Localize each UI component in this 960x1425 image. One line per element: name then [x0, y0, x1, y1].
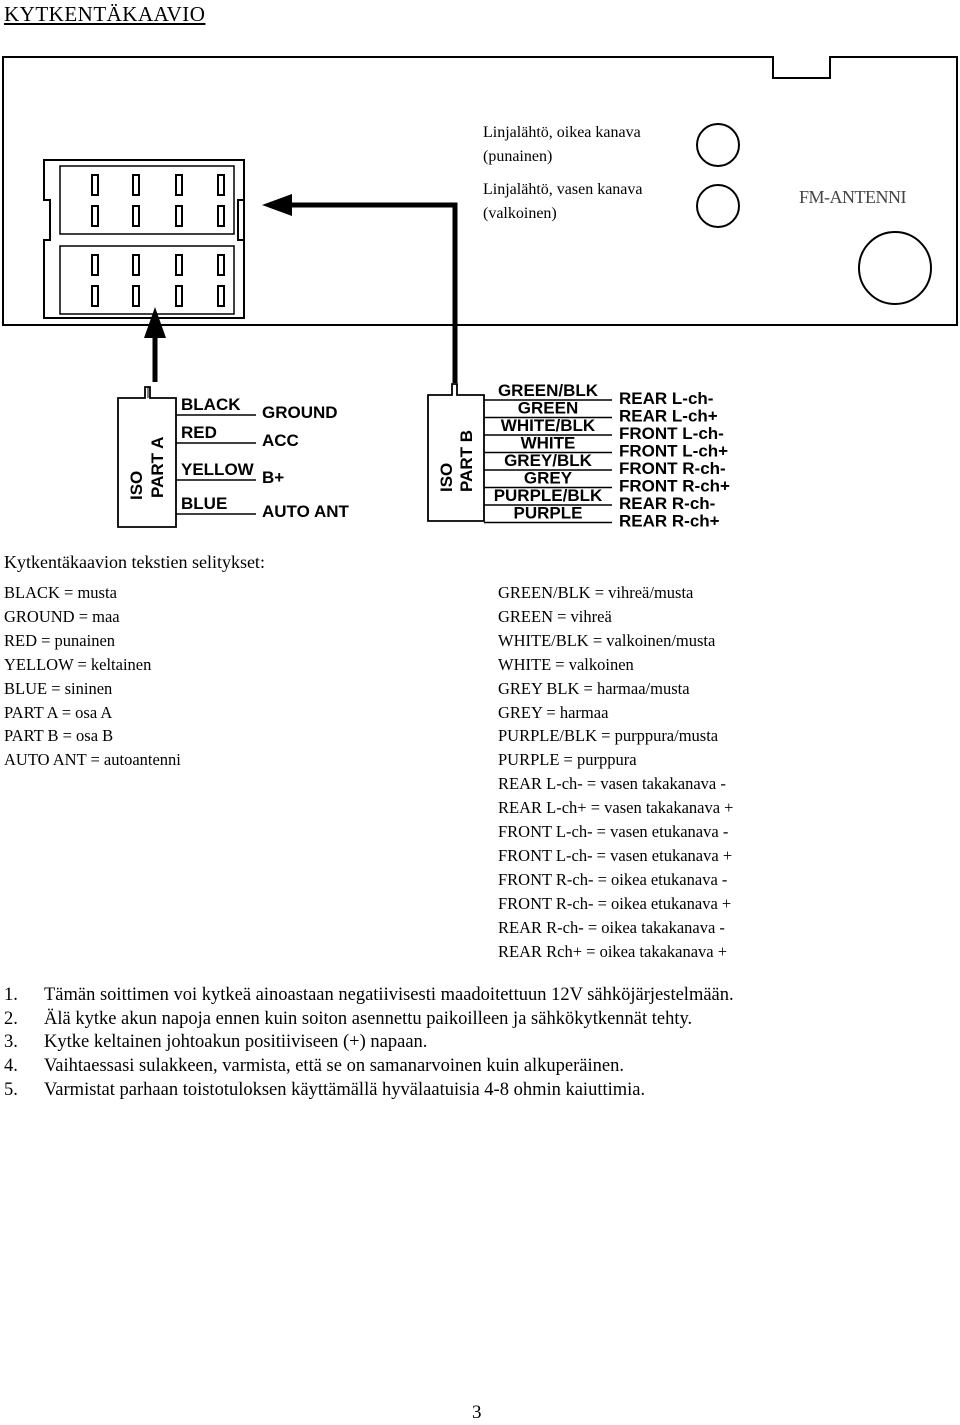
part-b-wire-function: REAR L-ch+: [619, 406, 718, 426]
connector-pin: [176, 286, 182, 306]
notes-list: [4, 984, 734, 1103]
note-text: Varmistat parhaan toistotuloksen käyttämällä hyvälaatuisia 4-8 ohmin kaiuttimia.: [44, 1079, 646, 1100]
legend-item: AUTO ANT = autoantenni: [4, 750, 181, 770]
connector-pin: [133, 206, 139, 226]
note-number: 3.: [4, 1032, 18, 1053]
note-number: 5.: [4, 1079, 18, 1100]
part-b-wire-function: FRONT L-ch+: [619, 441, 729, 461]
part-b-iso-label: ISO: [437, 462, 456, 492]
part-b-wire-color: WHITE/BLK: [500, 416, 596, 435]
legend-item: PURPLE/BLK = purppura/musta: [498, 726, 719, 746]
legend-item: PART B = osa B: [4, 726, 114, 746]
part-b-wire-color: GREY: [523, 468, 573, 488]
part-a-wire-function: GROUND: [262, 403, 338, 422]
part-b-wire-color: PURPLE/BLK: [493, 486, 603, 505]
part-b-wire-color: GREEN/BLK: [497, 381, 599, 400]
part-a-arrowhead: [144, 307, 166, 338]
legend-item: GREEN = vihreä: [498, 606, 612, 626]
connector-pin: [218, 206, 224, 226]
wiring-diagram: [0, 40, 960, 540]
connector-pin: [133, 255, 139, 275]
part-b-wire-color: PURPLE: [513, 503, 583, 523]
page-title: KYTKENTÄKAAVIO: [4, 2, 206, 26]
part-a-part-label: PART A: [148, 436, 167, 498]
note-number: 1.: [4, 985, 18, 1005]
part-a-wire-color: RED: [181, 423, 217, 442]
note-item: [4, 1008, 734, 1032]
legend-item: BLUE = sininen: [4, 678, 113, 698]
connector-pin: [176, 206, 182, 226]
note-item: [4, 984, 734, 1008]
part-b-wire-function: REAR L-ch-: [619, 389, 714, 408]
part-a-plug: [118, 387, 350, 527]
legend-item: GREY BLK = harmaa/musta: [498, 678, 690, 698]
part-a-wire-function: AUTO ANT: [262, 502, 349, 521]
part-b-wire-function: FRONT L-ch-: [619, 424, 724, 443]
part-a-wire-function: B+: [262, 468, 285, 487]
part-a-wire-color: BLUE: [181, 494, 228, 513]
legend-item: FRONT L-ch- = vasen etukanava -: [498, 822, 729, 842]
part-b-plug: [428, 381, 730, 531]
part-b-wire-function: REAR R-ch-: [619, 494, 716, 513]
note-item: [4, 1079, 734, 1103]
legend-item: RED = punainen: [4, 630, 116, 650]
legend-item: GREY = harmaa: [498, 702, 609, 722]
legend-item: PURPLE = purppura: [498, 750, 637, 770]
legend-item: REAR L-ch+ = vasen takakanava +: [498, 798, 734, 818]
part-b-wire-color: GREEN: [517, 398, 579, 418]
connector-pin: [133, 286, 139, 306]
fm-antenna-socket: [859, 232, 931, 304]
part-a-iso-label: ISO: [127, 470, 146, 500]
connector-pin: [92, 206, 98, 226]
part-a-wire-color: BLACK: [181, 395, 241, 414]
part-a-wire-function: ACC: [262, 431, 299, 450]
legend-item: FRONT R-ch- = oikea etukanava +: [498, 893, 732, 913]
connector-pin: [133, 175, 139, 195]
part-b-wire-color: GREY/BLK: [504, 451, 592, 470]
connector-pins: [92, 175, 224, 306]
page-number: 3: [472, 1402, 482, 1423]
note-item: [4, 1031, 734, 1055]
legend-title: Kytkentäkaavion tekstien selitykset:: [4, 552, 265, 572]
part-a-wire-color: YELLOW: [181, 460, 254, 479]
legend-item: WHITE/BLK = valkoinen/musta: [498, 630, 716, 650]
line-out-left-jack: [697, 185, 739, 227]
note-text: Kytke keltainen johtoakun positiiviseen (+) napaan.: [44, 1032, 428, 1053]
connector-pin: [218, 286, 224, 306]
connector-pin: [218, 255, 224, 275]
legend-item: PART A = osa A: [4, 702, 113, 722]
note-number: 2.: [4, 1008, 18, 1029]
line-out-right-label-2: (punainen): [483, 148, 553, 165]
line-out-right-label-1: Linjalähtö, oikea kanava: [483, 124, 641, 141]
legend-item: REAR R-ch- = oikea takakanava -: [498, 917, 725, 937]
legend-item: YELLOW = keltainen: [4, 654, 152, 674]
legend-item: FRONT L-ch- = vasen etukanava +: [498, 845, 733, 865]
line-out-right-jack: [697, 124, 739, 166]
note-text: Älä kytke akun napoja ennen kuin soiton asennettu paikoilleen ja sähkökytkennät tehty.: [44, 1008, 693, 1029]
legend-item: BLACK = musta: [4, 583, 117, 602]
part-b-wire-function: FRONT R-ch+: [619, 476, 730, 496]
fm-antenna-label: FM-ANTENNI: [799, 187, 906, 207]
legend-left-column: [4, 581, 181, 772]
connector-pin: [218, 175, 224, 195]
legend-item: REAR L-ch- = vasen takakanava -: [498, 774, 726, 794]
part-b-arrow-line: [290, 205, 455, 383]
line-out-left-label-2: (valkoinen): [483, 205, 557, 222]
part-b-wire-color: WHITE: [520, 433, 576, 453]
connector-pin: [92, 286, 98, 306]
legend-item: GREEN/BLK = vihreä/musta: [498, 583, 694, 602]
legend-right-column: [498, 581, 733, 964]
connector-pin: [176, 175, 182, 195]
legend-item: WHITE = valkoinen: [498, 654, 634, 674]
part-b-wire-function: FRONT R-ch-: [619, 459, 726, 478]
note-number: 4.: [4, 1056, 18, 1077]
note-text: Tämän soittimen voi kytkeä ainoastaan negatiivisesti maadoitettuun 12V sähköjärjestelmään.: [44, 985, 734, 1005]
legend-item: REAR Rch+ = oikea takakanava +: [498, 941, 728, 961]
iso-socket: [44, 160, 244, 318]
connector-pin: [176, 255, 182, 275]
part-b-arrowhead: [262, 194, 292, 216]
line-out-left-label-1: Linjalähtö, vasen kanava: [483, 181, 643, 198]
part-b-wire-function: REAR R-ch+: [619, 511, 720, 531]
note-item: [4, 1055, 734, 1079]
note-text: Vaihtaessasi sulakkeen, varmista, että se on samanarvoinen kuin alkuperäinen.: [44, 1056, 624, 1077]
legend-item: GROUND = maa: [4, 606, 120, 626]
legend-item: FRONT R-ch- = oikea etukanava -: [498, 869, 728, 889]
part-b-part-label: PART B: [457, 429, 476, 492]
connector-pin: [92, 175, 98, 195]
connector-pin: [92, 255, 98, 275]
